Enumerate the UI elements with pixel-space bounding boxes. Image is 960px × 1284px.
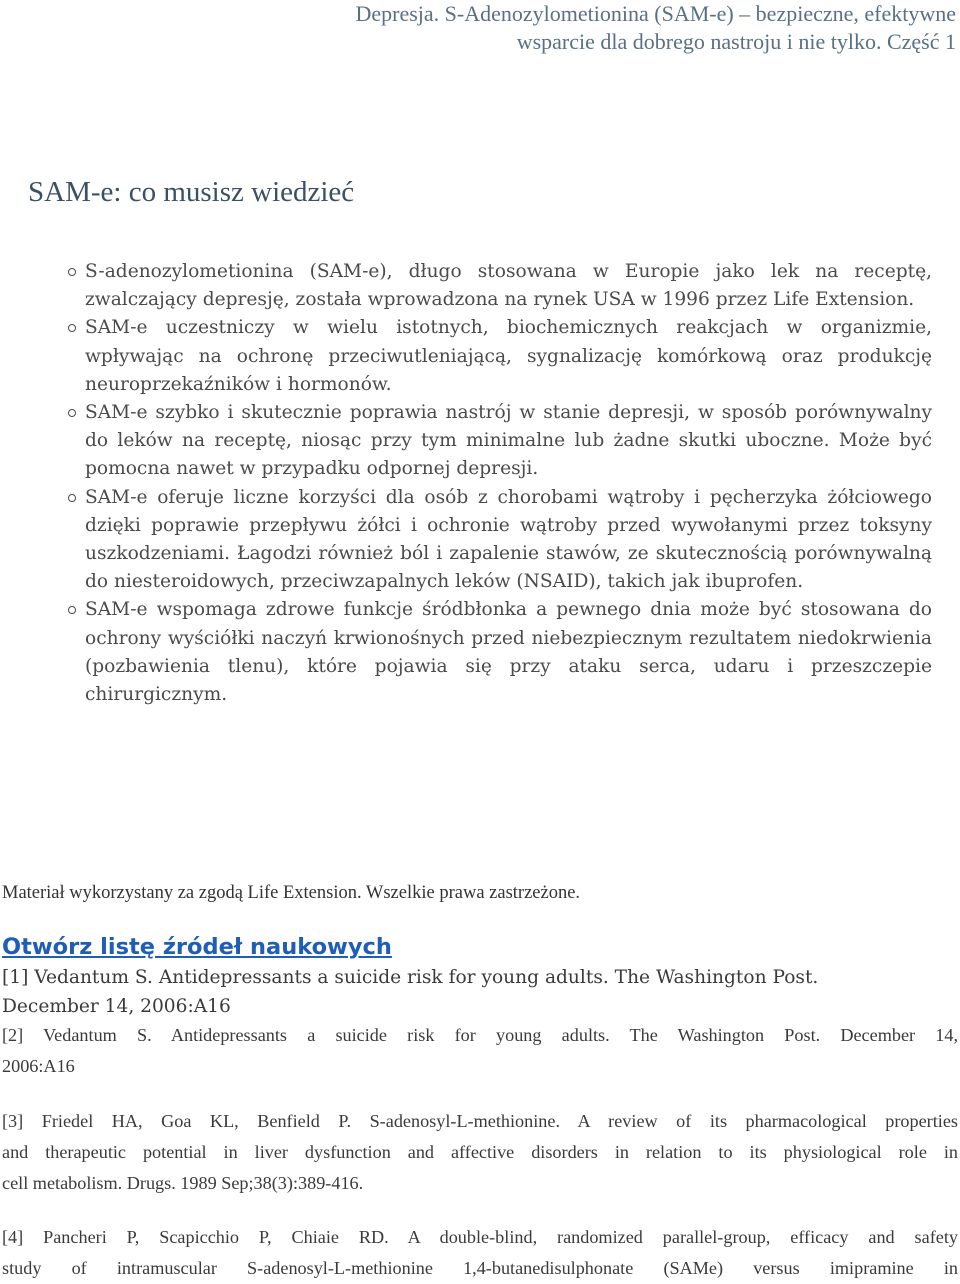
list-item-text: SAM-e oferuje liczne korzyści dla osób z chorobami wątroby i pęcherzyka żółciowego dzięki poprawie przepływu żółci i ochronie wątroby przed wywołanymi przez toksyny uszkodzeniami. Łagodzi również ból i zapalenie stawów, ze skutecznością porównywalną do niesteroidowych, przeciwzapalnych leków (NSAID), takich jak ibuprofen. [85,486,932,593]
key-points-list [0,258,960,709]
reference-3-line-3: cell metabolism. Drugs. 1989 Sep;38(3):389-416. [2,1173,364,1193]
section-title: SAM-e: co musisz wiedzieć [28,176,355,208]
list-item [0,484,960,597]
reference-4-line-2: study of intramuscular S-adenosyl-L-methionine 1,4-butanedisulphonate (SAMe) versus imipramine in [2,1258,958,1278]
header-title-line-2: wsparcie dla dobrego nastroju i nie tylko. Część 1 [516,29,956,54]
reference-4 [2,1222,958,1284]
bullet-icon [68,494,76,502]
list-item-text: SAM-e wspomaga zdrowe funkcje śródbłonka a pewnego dnia może być stosowana do ochrony wyściółki naczyń krwionośnych przed niebezpiecznym rezultatem niedokrwienia (pozbawienia tlenu), które pojawia się przy ataku serca, udaru i przeszczepie chirurgicznym. [85,599,932,706]
bullet-icon [68,606,76,614]
list-item [0,596,960,709]
document-header [236,0,956,56]
open-sources-link[interactable]: Otwórz listę źródeł naukowych [2,934,392,960]
reference-3-line-2: and therapeutic potential in liver dysfunction and affective disorders in relation to its physiological role in [2,1142,958,1162]
header-title-line-1: Depresja. S-Adenozylometionina (SAM-e) – bezpieczne, efektywne [355,1,956,26]
reference-3-line-1: [3] Friedel HA, Goa KL, Benfield P. S-adenosyl-L-methionine. A review of its pharmacological properties [2,1111,958,1131]
reference-3 [2,1106,958,1199]
bullet-icon [68,268,76,276]
bullet-icon [68,409,76,417]
reference-1-line-1: [1] Vedantum S. Antidepressants a suicide risk for young adults. The Washington Post. [2,967,819,988]
reference-4-line-1: [4] Pancheri P, Scapicchio P, Chiaie RD. A double-blind, randomized parallel-group, efficacy and safety [2,1227,958,1247]
list-item [0,314,960,399]
reference-2-line-1: [2] Vedantum S. Antidepressants a suicide risk for young adults. The Washington Post. December 14, [2,1025,958,1045]
list-item-text: SAM-e szybko i skutecznie poprawia nastrój w stanie depresji, w sposób porównywalny do leków na receptę, niosąc przy tym minimalne lub żadne skutki uboczne. Może być pomocna nawet w przypadku odpornej depresji. [85,402,932,480]
copyright-note: Materiał wykorzystany za zgodą Life Extension. Wszelkie prawa zastrzeżone. [2,883,581,903]
list-item [0,399,960,484]
list-item-text: S-adenozylometionina (SAM-e), długo stosowana w Europie jako lek na receptę, zwalczający depresję, została wprowadzona na rynek USA w 1996 przez Life Extension. [85,261,932,311]
list-item-text: SAM-e uczestniczy w wielu istotnych, biochemicznych reakcjach w organizmie, wpływając na ochronę przeciwutleniającą, sygnalizację komórkową oraz produkcję neuroprzekaźników i hormonów. [85,317,932,395]
reference-1 [2,964,958,1021]
list-item [0,258,960,314]
bullet-icon [68,324,76,332]
reference-2 [2,1020,958,1082]
reference-1-line-2: December 14, 2006:A16 [2,995,231,1017]
reference-2-line-2: 2006:A16 [2,1056,75,1076]
